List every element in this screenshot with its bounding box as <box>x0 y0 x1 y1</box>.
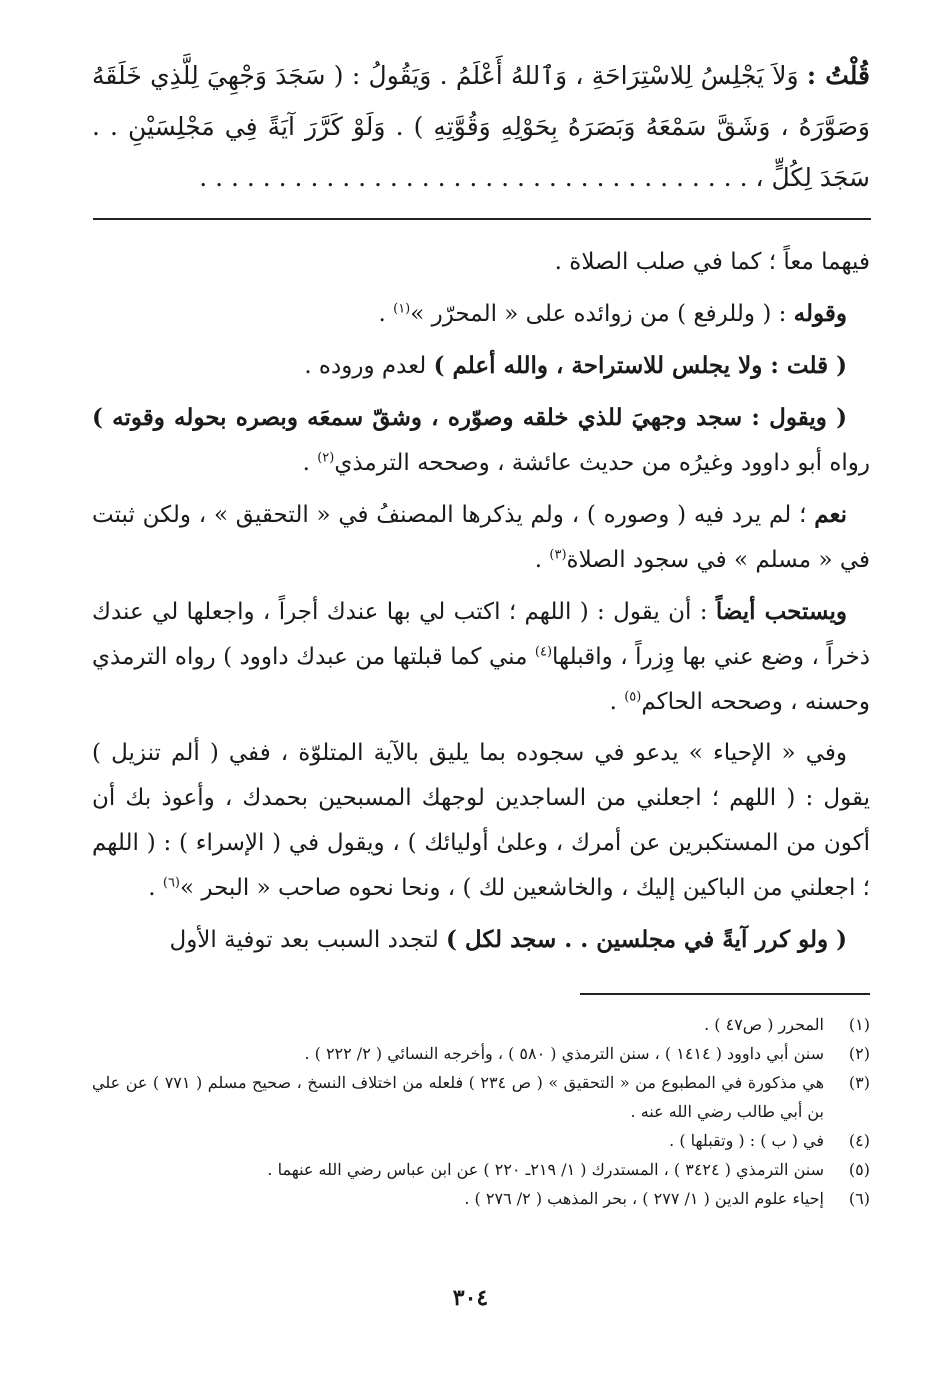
commentary-lead: ( قلت : ولا يجلس للاستراحة ، والله أعلم ) <box>433 352 847 379</box>
footnote-item <box>92 1039 870 1068</box>
matn-lead: قُلْتُ : <box>806 61 870 90</box>
footnote-item <box>92 1184 870 1213</box>
commentary-paragraph-1 <box>92 240 870 285</box>
footnote-text: سنن الترمذي ( ٣٤٢٤ ) ، المستدرك ( ١/ ٢١٩ـ ٢٢٠ ) عن ابن عباس رضي الله عنهما . <box>267 1160 824 1179</box>
page-number: ٣٠٤ <box>452 1285 489 1311</box>
commentary-text-span: : أن يقول : ( اللهم ؛ اكتب لي بها عندك أجراً ، واجعلها لي عندك ذخراً ، وضع عني بها وِزراً ، واقبلها <box>92 599 870 670</box>
footnote-ref[interactable]: (٤) <box>534 644 553 660</box>
matn-separator-line <box>93 218 871 220</box>
commentary-text-span: ؛ لم يرد فيه ( وصوره ) ، ولم يذكرها المصنفُ في « التحقيق » ، ولكن ثبتت في « مسلم » في سجود الصلاة <box>92 502 870 573</box>
footnote-number: (٤) <box>848 1131 870 1150</box>
footnote-number: (٣) <box>848 1073 870 1092</box>
footnote-text: هي مذكورة في المطبوع من « التحقيق » ( ص ٢٣٤ ) فلعله من اختلاف النسخ ، صحيح مسلم ( ٧٧١ ) عن علي بن أبي طالب رضي الله عنه . <box>92 1073 825 1121</box>
commentary-lead: ( ولو كرر آيةً في مجلسين . . سجد لكل ) <box>446 926 847 953</box>
matn-text <box>92 50 870 203</box>
commentary-paragraph-4 <box>92 395 870 486</box>
commentary-paragraph-7 <box>92 731 870 911</box>
commentary-text-span: لعدم وروده . <box>304 353 434 379</box>
commentary-text-span: مني كما قبلتها من عبدك داوود ) رواه الترمذي وحسنه ، وصححه الحاكم <box>92 644 870 715</box>
commentary-paragraph-8 <box>92 917 870 963</box>
commentary-paragraph-2 <box>92 291 870 337</box>
footnote-text: إحياء علوم الدين ( ١/ ٢٧٧ ) ، بحر المذهب ( ٢/ ٢٧٦ ) . <box>464 1189 824 1208</box>
commentary-text-span: لتجدد السبب بعد توفية الأول <box>169 927 447 953</box>
footnote-text: سنن أبي داوود ( ١٤١٤ ) ، سنن الترمذي ( ٥٨٠ ) ، وأخرجه النسائي ( ٢/ ٢٢٢ ) . <box>304 1044 824 1063</box>
commentary-text <box>92 240 870 969</box>
footnote-number: (٥) <box>848 1160 870 1179</box>
matn-paragraph <box>92 50 870 203</box>
footnotes <box>92 1010 870 1213</box>
commentary-text-span: . <box>302 450 318 476</box>
commentary-lead: نعم <box>814 501 847 528</box>
commentary-text-span: فيهما معاً ؛ كما في صلب الصلاة . <box>554 249 870 275</box>
footnote-number: (١) <box>848 1015 870 1034</box>
commentary-text-span: . <box>609 689 625 715</box>
footnote-ref[interactable]: (٣) <box>549 547 567 563</box>
footnote-number: (٦) <box>848 1189 870 1208</box>
footnote-text: في ( ب ) : ( وتقبلها ) . <box>669 1131 824 1150</box>
commentary-lead: ( ويقول : سجد وجهيَ للذي خلقه وصوّره ، وشقّ سمعَه وبصره بحوله وقوته ) <box>92 404 847 431</box>
footnote-item <box>92 1010 870 1039</box>
footnote-ref[interactable]: (٦) <box>162 875 180 891</box>
matn-body: وَلاَ يَجْلِسُ لِلاسْتِرَاحَةِ ، وَٱللهُ أَعْلَمُ . وَيَقُولُ : ( سَجَدَ وَجْهِيَ لِلَّذِي خَلَقَهُ وَصَوَّرَهُ ، وَشَقَّ سَمْعَهُ وَبَصَرَهُ بِحَوْلِهِ وَقُوَّتِهِ ) . وَلَوْ كَرَّرَ آيَةً فِي مَجْلِسَيْنِ . . سَجَدَ لِكُلٍّ ، . . . . . . . . . . . . . . . . . . . . . . . . . . . . . . . . . . . <box>92 61 870 192</box>
commentary-text-span: وفي « الإحياء » يدعو في سجوده بما يليق بالآية المتلوّة ، ففي ( ألم تنزيل ) يقول : ( اللهم ؛ اجعلني من الساجدين لوجهك المسبحين بحمدك ، وأعوذ بك أن أكون من المستكبرين عن أمرك ، وعلىٰ أوليائك ) ، ويقول في ( الإسراء ) : ( اللهم ؛ اجعلني من الباكين إليك ، والخاشعين لك ) ، ونحا نحوه صاحب « البحر » <box>92 740 870 901</box>
commentary-paragraph-5 <box>92 492 870 583</box>
commentary-text-span: رواه أبو داوود وغيرُه من حديث عائشة ، وصححه الترمذي <box>334 450 870 476</box>
commentary-text-span: : ( وللرفع ) من زوائده على « المحرّر » <box>410 301 787 327</box>
footnote-separator-line <box>580 993 870 995</box>
footnote-item <box>92 1126 870 1155</box>
commentary-text-span: . <box>534 547 550 573</box>
footnote-number: (٢) <box>848 1044 870 1063</box>
commentary-paragraph-3 <box>92 343 870 389</box>
commentary-lead: وقوله <box>793 300 847 327</box>
footnote-item <box>92 1155 870 1184</box>
commentary-lead: ويستحب أيضاً <box>715 598 847 625</box>
commentary-text-span: . <box>148 875 163 901</box>
footnote-item <box>92 1068 870 1126</box>
commentary-paragraph-6 <box>92 589 870 725</box>
footnote-ref[interactable]: (٢) <box>317 450 335 466</box>
footnote-text: المحرر ( ص٤٧ ) . <box>704 1015 824 1034</box>
footnote-ref[interactable]: (١) <box>393 301 411 317</box>
footnote-ref[interactable]: (٥) <box>624 689 642 705</box>
commentary-text-span: . <box>378 301 394 327</box>
